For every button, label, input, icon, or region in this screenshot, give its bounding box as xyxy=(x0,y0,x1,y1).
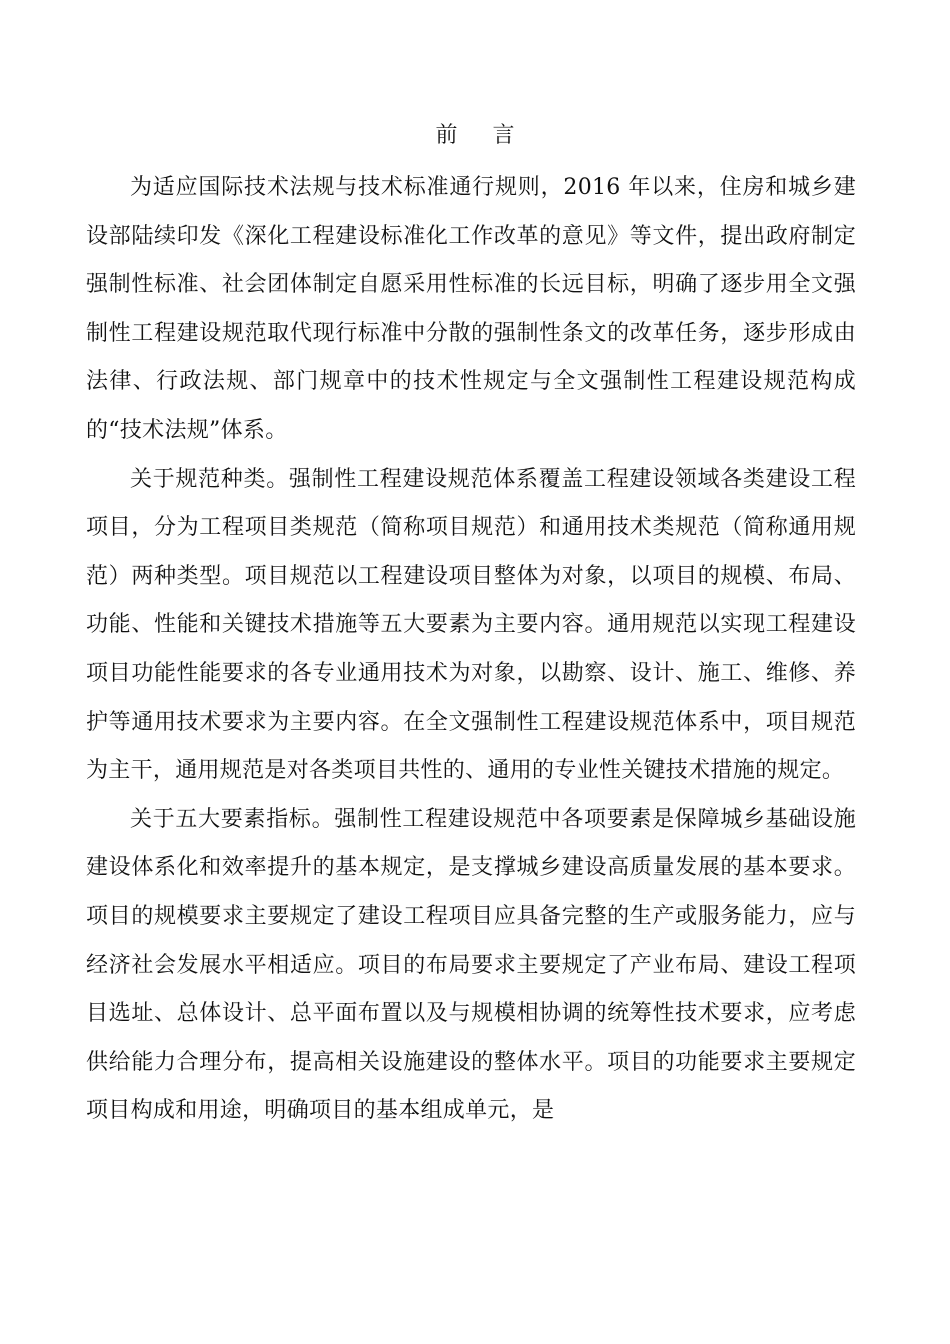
paragraph-five-elements: 关于五大要素指标。强制性工程建设规范中各项要素是保障城乡基础设施建设体系化和效率提升的基本规定，是支撑城乡建设高质量发展的基本要求。项目的规模要求主要规定了建设工程项目应具备完整的生产或服务能力，应与经济社会发展水平相适应。项目的布局要求主要规定了产业布局、建设工程项目选址、总体设计、总平面布置以及与规模相协调的统筹性技术要求，应考虑供给能力合理分布，提高相关设施建设的整体水平。项目的功能要求主要规定项目构成和用途，明确项目的基本组成单元，是 xyxy=(86,806,856,1124)
page-title: 前 言 xyxy=(435,123,529,148)
paragraph-spec-types: 关于规范种类。强制性工程建设规范体系覆盖工程建设领域各类建设工程项目，分为工程项目类规范（简称项目规范）和通用技术类规范（简称通用规范）两种类型。项目规范以工程建设项目整体为对象，以项目的规模、布局、功能、性能和关键技术措施等五大要素为主要内容。通用规范以实现工程建设项目功能性能要求的各专业通用技术为对象，以勘察、设计、施工、维修、养护等通用技术要求为主要内容。在全文强制性工程建设规范体系中，项目规范为主干，通用规范是对各类项目共性的、通用的专业性关键技术措施的规定。 xyxy=(86,466,856,784)
paragraph-intro: 为适应国际技术法规与技术标准通行规则，2016 年以来，住房和城乡建设部陆续印发《深化工程建设标准化工作改革的意见》等文件，提出政府制定强制性标准、社会团体制定自愿采用性标准的长远目标，明确了逐步用全文强制性工程建设规范取代现行标准中分散的强制性条文的改革任务，逐步形成由法律、行政法规、部门规章中的技术性规定与全文强制性工程建设规范构成的“技术法规”体系。 xyxy=(86,175,856,443)
document-body xyxy=(86,164,856,1136)
